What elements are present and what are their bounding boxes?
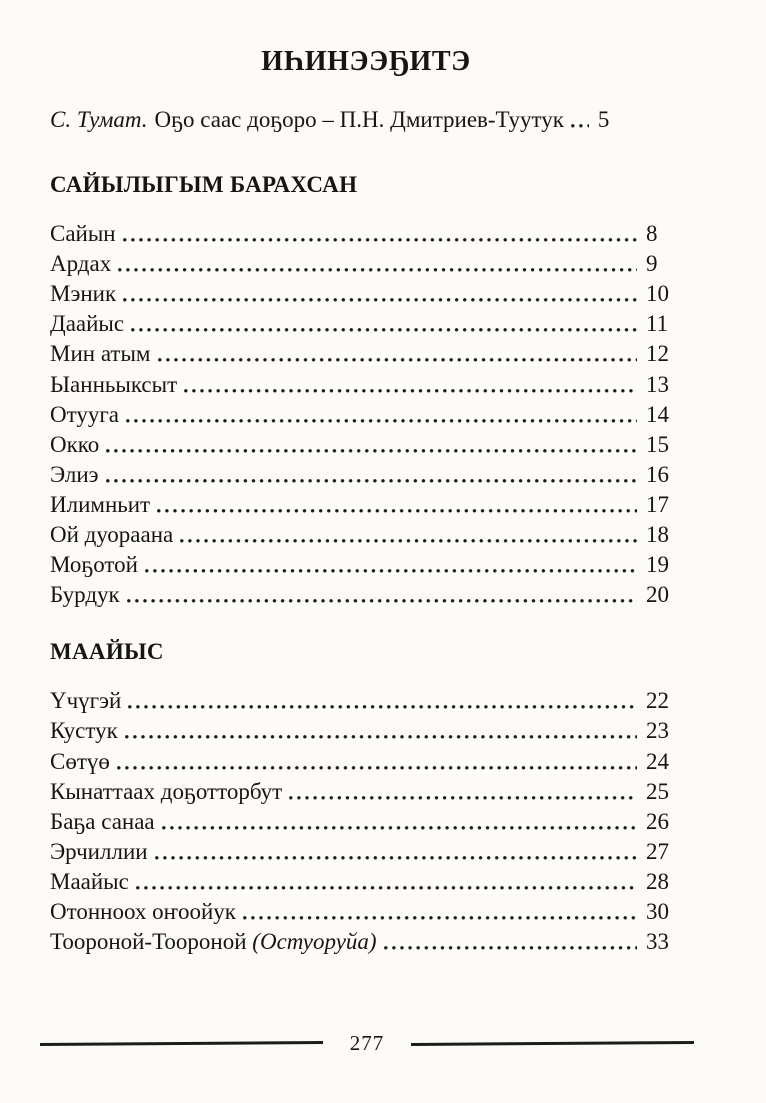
entry-title: Сайын xyxy=(50,221,116,247)
leader-dots xyxy=(131,328,637,332)
entry-title: Илимньит xyxy=(50,491,151,517)
entry-page-number: 9 xyxy=(646,251,658,277)
leader-dots xyxy=(162,826,637,830)
entry-page-number: 20 xyxy=(646,582,669,608)
entry-page-number: 10 xyxy=(646,281,669,307)
toc-entry xyxy=(50,490,682,520)
leader-dots xyxy=(118,268,637,272)
entry-title: Мин атым xyxy=(50,341,151,367)
entry-page-number: 33 xyxy=(646,929,669,955)
entry-page-number: 30 xyxy=(646,898,669,924)
entry-page-number: 17 xyxy=(646,491,669,517)
leader-dots xyxy=(126,419,637,423)
toc-entry xyxy=(50,400,682,430)
toc-entry xyxy=(50,867,682,897)
leader-dots xyxy=(157,509,637,513)
entry-title: Элиэ xyxy=(50,461,99,487)
entry-page-number: 25 xyxy=(646,778,669,804)
entry-page-number: 14 xyxy=(646,401,669,427)
toc-entry xyxy=(50,279,682,309)
entry-page-number: 23 xyxy=(646,718,669,744)
toc-entry xyxy=(50,716,682,746)
toc-entry xyxy=(50,430,682,460)
entry-title: Окко xyxy=(50,431,100,457)
entry-page-number: 27 xyxy=(646,838,669,864)
entry-title: Ой дуораана xyxy=(50,522,174,548)
leader-dots xyxy=(289,796,637,800)
leader-dots xyxy=(243,916,637,920)
leader-dots xyxy=(180,539,637,543)
entry-title: Маайыс xyxy=(50,868,129,894)
entry-title: Сөтүө xyxy=(50,748,110,774)
entry-page-number: 13 xyxy=(646,371,669,397)
toc-entry xyxy=(50,550,682,580)
entry-title: Кустук xyxy=(50,718,118,744)
toc-entry xyxy=(50,777,682,807)
leader-dots xyxy=(145,569,637,573)
entry-page-number: 18 xyxy=(646,522,669,548)
toc-entry xyxy=(50,686,682,716)
entry-title: Баҕа санаа xyxy=(50,808,155,834)
entry-title: Мэник xyxy=(50,281,117,307)
entry-page-number: 8 xyxy=(646,221,658,247)
toc-entry xyxy=(50,249,682,279)
leader-dots xyxy=(106,449,637,453)
entry-title: Отууга xyxy=(50,401,119,427)
section-heading-sajylygym: САЙЫЛЫГЫМ БАРАХСАН xyxy=(50,172,358,198)
entry-title: Ыанньыксыт xyxy=(50,371,178,397)
toc-entry xyxy=(50,339,682,369)
entry-page-number: 19 xyxy=(646,552,669,578)
entry-title: Ардах xyxy=(50,251,112,277)
leader-dots xyxy=(106,479,637,483)
entry-title-note: (Остуоруйа) xyxy=(252,929,377,955)
toc-entry xyxy=(50,580,682,610)
leader-dots xyxy=(184,389,637,393)
toc-entry xyxy=(50,897,682,927)
folio-page-number: 277 xyxy=(349,1031,385,1055)
entry-title: Даайыс xyxy=(50,311,125,337)
leader-dots xyxy=(571,124,589,128)
entry-title: Кынаттаах доҕотторбут xyxy=(50,778,283,804)
toc-entry xyxy=(50,747,682,777)
entry-title: Отонноох оҥоойук xyxy=(50,898,236,924)
leader-dots xyxy=(123,238,637,242)
entry-title: Моҕотой xyxy=(50,552,138,578)
toc-list-section-1 xyxy=(50,219,682,610)
leader-dots xyxy=(155,856,637,860)
leader-dots xyxy=(123,298,637,302)
entry-title xyxy=(50,927,377,957)
toc-intro-entry xyxy=(50,105,682,135)
leader-dots xyxy=(136,886,637,890)
toc-entry xyxy=(50,370,682,400)
toc-entry xyxy=(50,219,682,249)
author-name: С. Тумат. xyxy=(50,107,148,132)
toc-entry xyxy=(50,807,682,837)
page-title: ИҺИНЭЭҔИТЭ xyxy=(261,46,471,77)
toc-entry xyxy=(50,460,682,490)
entry-page-number: 22 xyxy=(646,688,669,714)
leader-dots xyxy=(125,735,637,739)
leader-dots xyxy=(384,946,637,950)
entry-page-number: 11 xyxy=(646,311,669,337)
entry-title: Бурдук xyxy=(50,582,120,608)
toc-entry xyxy=(50,309,682,339)
entry-title: Эрчиллии xyxy=(50,838,148,864)
footer-rule-left xyxy=(40,1041,323,1045)
entry-page-number: 28 xyxy=(646,868,669,894)
entry-page-number: 24 xyxy=(646,748,669,774)
toc-entry xyxy=(50,927,682,957)
page-footer xyxy=(40,1031,694,1056)
entry-page-number: 5 xyxy=(597,107,610,132)
section-heading-maajys: МААЙЫС xyxy=(50,639,164,665)
toc-entry xyxy=(50,837,682,867)
toc-entry xyxy=(50,520,682,550)
leader-dots xyxy=(158,358,638,362)
entry-page-number: 15 xyxy=(646,431,669,457)
leader-dots xyxy=(117,766,637,770)
entry-title-main: Тоороной-Тоороной xyxy=(50,929,247,955)
entry-page-number: 16 xyxy=(646,461,669,487)
work-title: Оҕо саас доҕоро – П.Н. Дмитриев-Туутук xyxy=(154,107,564,132)
entry-page-number: 12 xyxy=(646,341,669,367)
footer-rule-right xyxy=(411,1041,694,1045)
entry-page-number: 26 xyxy=(646,808,669,834)
leader-dots xyxy=(128,705,637,709)
toc-list-section-2 xyxy=(50,686,682,957)
entry-title: Үчүгэй xyxy=(50,688,122,714)
leader-dots xyxy=(127,599,637,603)
